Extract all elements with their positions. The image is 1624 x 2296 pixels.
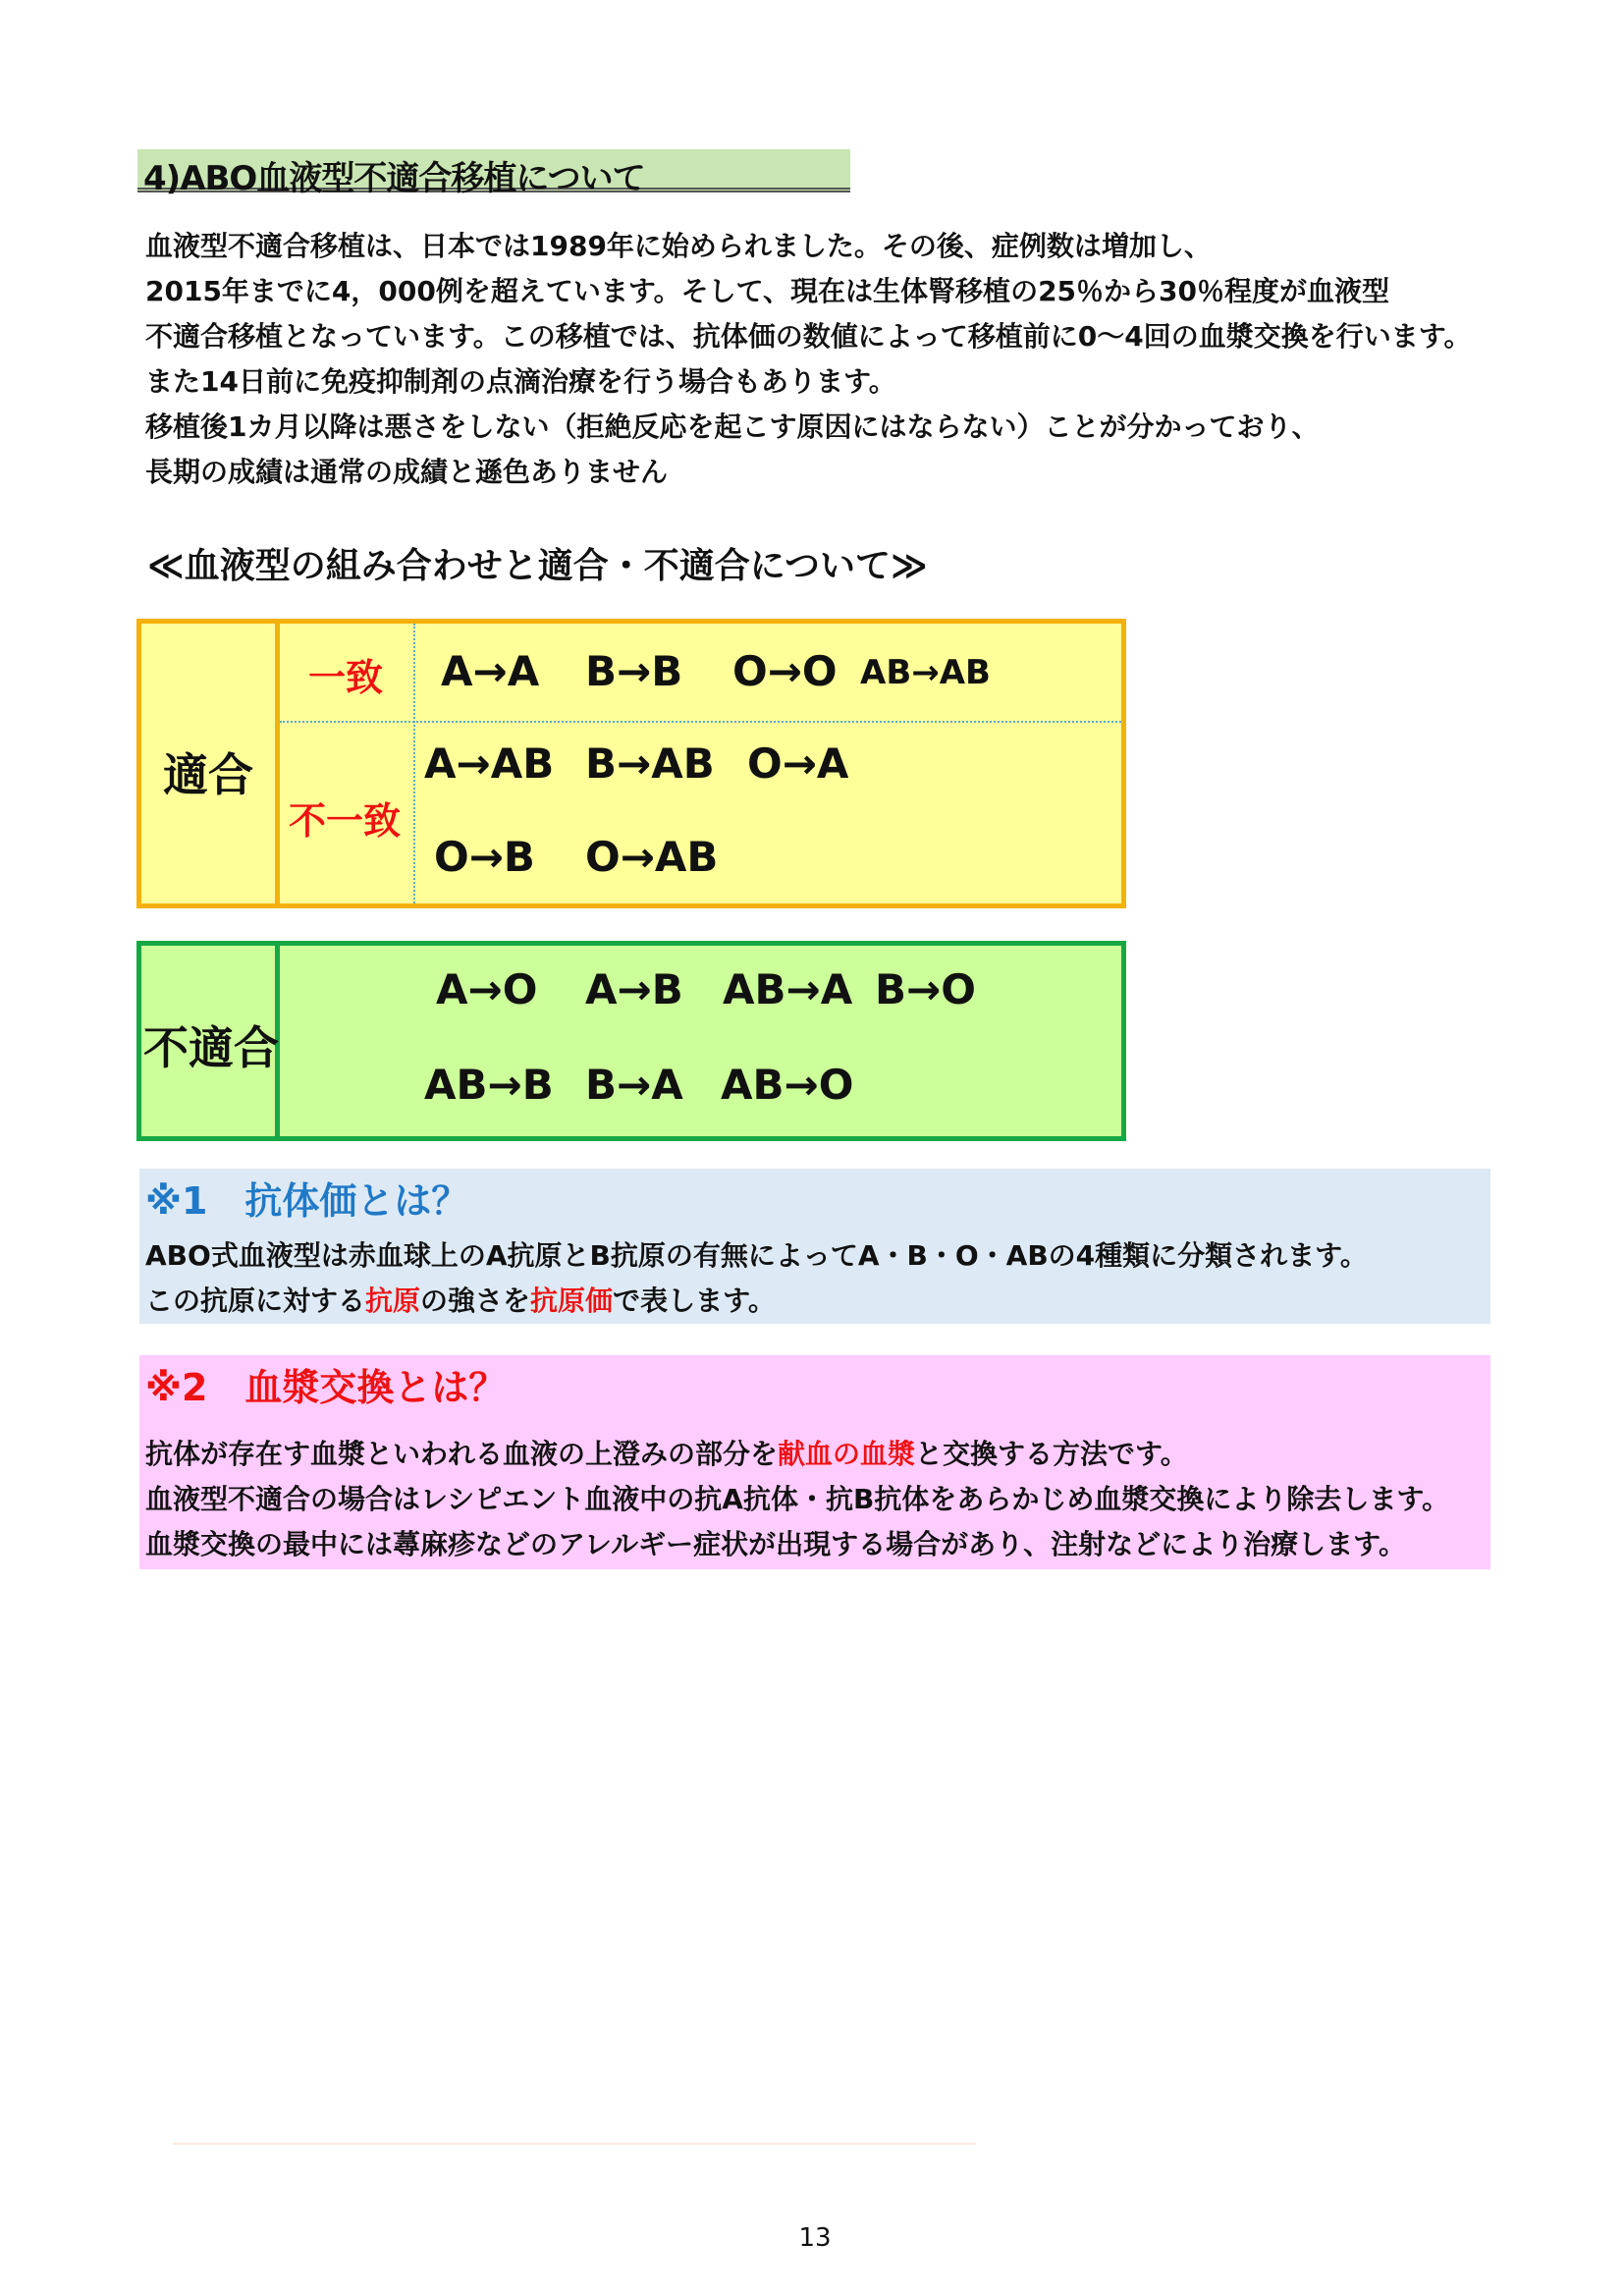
- section-title: 4)ABO血液型不適合移植について: [143, 159, 645, 198]
- blood-transfer: A→B: [585, 965, 683, 1013]
- blood-transfer: B→O: [875, 965, 976, 1013]
- note2-line: [145, 1432, 1449, 1477]
- intro-paragraph: [145, 224, 1490, 495]
- note1-heading: ※1 抗体価とは？: [145, 1179, 469, 1223]
- note2-line: 血漿交換の最中には蕁麻疹などのアレルギー症状が出現する場合があり、注射などにより治療します。: [145, 1528, 1406, 1560]
- blood-transfer: O→O: [732, 647, 838, 695]
- note1-body: [145, 1233, 1368, 1324]
- compatible-label: 適合: [163, 748, 253, 801]
- intro-line: また14日前に免疫抑制剤の点滴治療を行う場合もあります。: [145, 365, 896, 398]
- note1-text: の強さを: [420, 1285, 531, 1317]
- note2-body: [145, 1432, 1449, 1567]
- note2-red-text: 献血の血漿: [778, 1438, 916, 1470]
- note-plasma-exchange: [139, 1355, 1490, 1569]
- blood-transfer: O→AB: [585, 833, 719, 881]
- blood-transfer: B→A: [585, 1061, 683, 1109]
- footer-divider: [173, 2143, 976, 2145]
- divider: [275, 624, 280, 903]
- note1-text: で表します。: [613, 1285, 776, 1317]
- section-title-bar: [137, 149, 850, 198]
- blood-transfer: AB→A: [723, 965, 853, 1013]
- blood-transfer: B→AB: [585, 739, 715, 788]
- mismatch-label: 不一致: [289, 799, 402, 843]
- match-label: 一致: [308, 656, 384, 699]
- note1-red-text: 抗原価: [530, 1285, 614, 1317]
- note-antibody-titer: [139, 1169, 1490, 1324]
- note1-text: この抗原に対する: [145, 1285, 366, 1317]
- page-number: 13: [798, 2223, 832, 2253]
- blood-transfer: O→A: [747, 739, 849, 788]
- blood-transfer: A→A: [441, 647, 540, 695]
- divider: [280, 721, 1121, 723]
- incompatible-label: 不適合: [143, 1021, 279, 1074]
- blood-transfer: AB→B: [424, 1061, 554, 1109]
- blood-transfer: AB→AB: [860, 653, 991, 692]
- note1-red-text: 抗原: [365, 1285, 421, 1317]
- note2-text: と交換する方法です。: [915, 1438, 1188, 1470]
- intro-line: 移植後1カ月以降は悪さをしない（拒絶反応を起こす原因にはならない）ことが分かっており、: [145, 410, 1320, 443]
- blood-transfer: B→B: [585, 647, 683, 695]
- incompatible-box: [136, 941, 1126, 1141]
- combo-heading: ≪血液型の組み合わせと適合・不適合について≫: [147, 546, 928, 586]
- note2-text: 抗体が存在す血漿といわれる血液の上澄みの部分を: [145, 1438, 779, 1470]
- blood-transfer: A→AB: [424, 739, 555, 788]
- divider: [413, 624, 415, 903]
- intro-line: 不適合移植となっています。この移植では、抗体価の数値によって移植前に0～4回の血漿交換を行います。: [145, 320, 1472, 353]
- intro-line: 血液型不適合移植は、日本では1989年に始められました。その後、症例数は増加し、: [145, 230, 1212, 262]
- note2-heading: ※2 血漿交換とは？: [145, 1366, 507, 1409]
- blood-transfer: AB→O: [721, 1061, 854, 1109]
- intro-line: 2015年までに4，000例を超えています。そして、現在は生体腎移植の25％から30％程度が血液型: [145, 275, 1389, 307]
- compatible-box: [136, 619, 1126, 908]
- note1-line: ABO式血液型は赤血球上のA抗原とB抗原の有無によってA・B・O・ABの4種類に分類されます。: [145, 1239, 1368, 1272]
- blood-transfer: O→B: [434, 833, 535, 881]
- note1-line: [145, 1279, 1368, 1324]
- note2-line: 血液型不適合の場合はレシピエント血液中の抗A抗体・抗B抗体をあらかじめ血漿交換により除去します。: [145, 1483, 1450, 1515]
- intro-line: 長期の成績は通常の成績と遜色ありません: [145, 456, 669, 488]
- blood-transfer: A→O: [436, 965, 538, 1013]
